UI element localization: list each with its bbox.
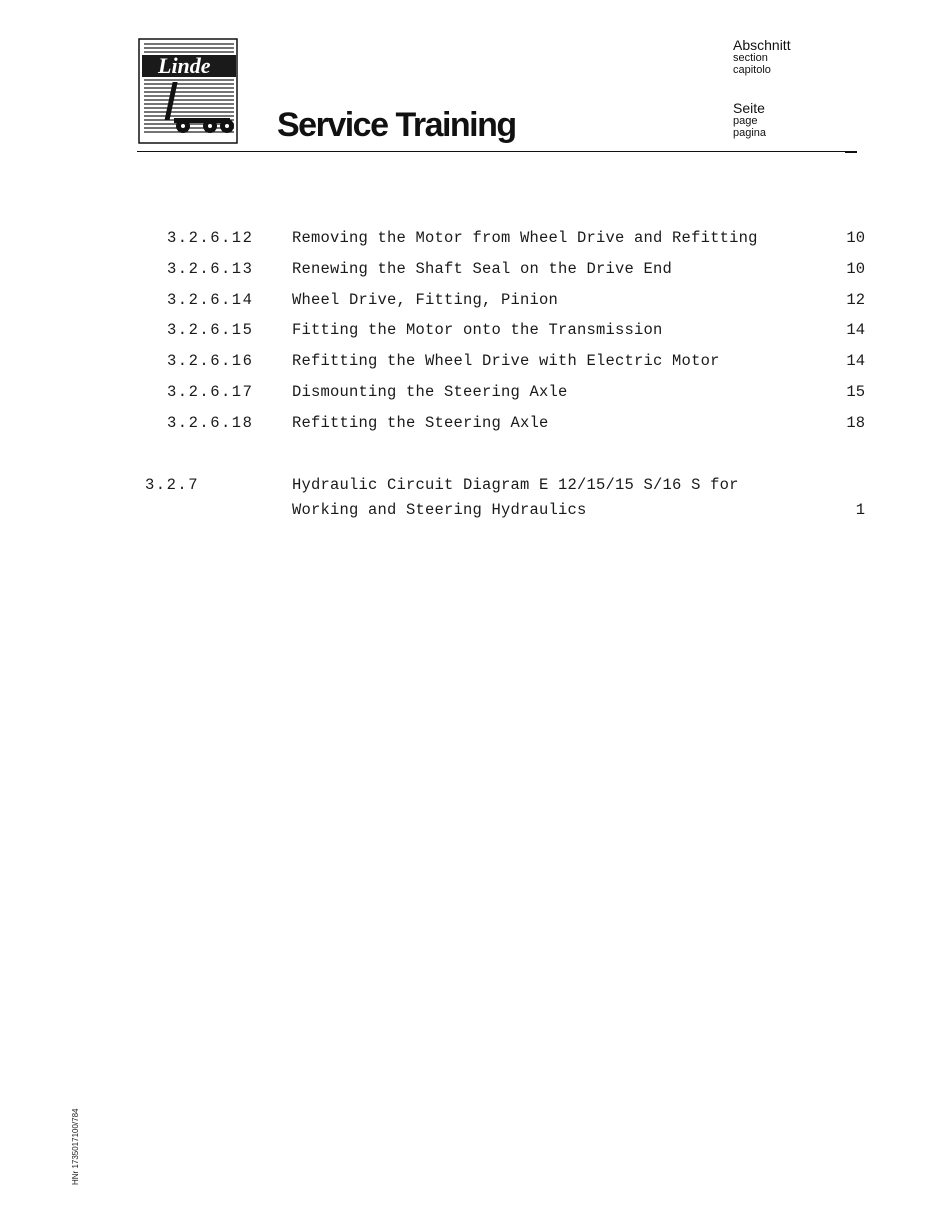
toc-entry <box>0 383 935 407</box>
toc-entry-number: 3.2.6.14 <box>167 291 254 309</box>
toc-section-page: 1 <box>855 501 865 519</box>
toc-entry-page: 12 <box>846 291 865 309</box>
section-label-en: section <box>733 52 768 64</box>
toc-entry-number: 3.2.6.12 <box>167 229 254 247</box>
page-label-en: page <box>733 115 758 127</box>
header-divider <box>137 151 855 152</box>
toc-entry <box>0 229 935 253</box>
section-label <box>733 38 791 76</box>
toc-entry-number: 3.2.6.18 <box>167 414 254 432</box>
toc-entry-number: 3.2.6.16 <box>167 352 254 370</box>
toc-entry <box>0 260 935 284</box>
toc-entry-page: 18 <box>846 414 865 432</box>
toc-section-title-line2: Working and Steering Hydraulics <box>292 501 587 519</box>
toc-entry-number: 3.2.6.15 <box>167 321 254 339</box>
toc-entry-number: 3.2.6.17 <box>167 383 254 401</box>
linde-logo <box>138 38 238 144</box>
toc-section <box>0 476 935 500</box>
toc-entry <box>0 352 935 376</box>
logo-text: Linde <box>158 53 211 78</box>
toc-entry <box>0 414 935 438</box>
section-label-it: capitolo <box>733 64 771 76</box>
toc-entry-title: Removing the Motor from Wheel Drive and Refitting <box>292 229 758 247</box>
toc-entry-number: 3.2.6.13 <box>167 260 254 278</box>
toc-section-number: 3.2.7 <box>145 476 200 494</box>
toc-entry-title: Refitting the Wheel Drive with Electric Motor <box>292 352 720 370</box>
toc-entry-page: 10 <box>846 260 865 278</box>
toc-entry-page: 10 <box>846 229 865 247</box>
page-label-de: Seite <box>733 100 765 116</box>
page-title: Service Training <box>277 106 516 144</box>
toc-entry <box>0 291 935 315</box>
toc-entry-page: 14 <box>846 352 865 370</box>
toc-section-title-line1: Hydraulic Circuit Diagram E 12/15/15 S/16 S for <box>292 476 739 494</box>
toc-entry-title: Wheel Drive, Fitting, Pinion <box>292 291 559 309</box>
toc-section-continued <box>0 501 935 525</box>
header-divider-end <box>845 151 857 153</box>
toc-entry-page: 14 <box>846 321 865 339</box>
toc-entry-page: 15 <box>846 383 865 401</box>
toc-entry-title: Fitting the Motor onto the Transmission <box>292 321 663 339</box>
footer-code: HNr 1735017100/784 <box>71 1108 80 1185</box>
section-label-de: Abschnitt <box>733 37 791 53</box>
toc-entry <box>0 321 935 345</box>
toc-entry-title: Dismounting the Steering Axle <box>292 383 568 401</box>
page-label-it: pagina <box>733 127 767 139</box>
toc-entry-title: Renewing the Shaft Seal on the Drive End <box>292 260 673 278</box>
toc-entry-title: Refitting the Steering Axle <box>292 414 549 432</box>
page-label <box>733 101 766 139</box>
